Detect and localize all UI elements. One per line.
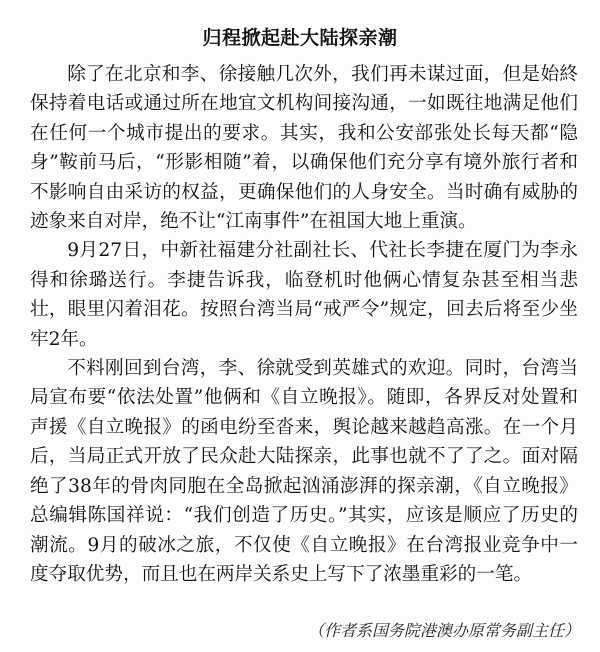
- paragraph-2: 9月27日，中新社福建分社副社长、代社长李捷在厦门为李永得和徐璐送行。李捷告诉我，临登机时他俩心情复杂甚至相当悲壮，眼里闪着泪花。按照台湾当局“戒严令”规定，回去后将至少坐牢2年。: [30, 240, 578, 350]
- author-byline: （作者系国务院港澳办原常务副主任）: [307, 621, 580, 640]
- article-body: [30, 60, 578, 589]
- paragraph-3: 不料刚回到台湾，李、徐就受到英雄式的欢迎。同时，台湾当局宣布要“依法处置”他俩和《自立晚报》。随即，各界反对处置和声援《自立晚报》的函电纷至沓来，舆论越来越趋高涨。在一个月后，当局正式开放了民众赴大陆探亲，此事也就不了了之。面对隔绝了38年的骨肉同胞在全岛掀起汹涌澎湃的探亲潮，《自立晚报》总编辑陈国祥说：“我们创造了历史。”其实，应该是顺应了历史的潮流。9月的破冰之旅，不仅使《自立晚报》在台湾报业竞争中一度夺取优势，而且也在两岸关系史上写下了浓墨重彩的一笔。: [30, 358, 578, 585]
- paragraph-1: 除了在北京和李、徐接触几次外，我们再未谋过面，但是始終保持着电话或通过所在地宜文机构间接沟通，一如既往地满足他们在任何一个城市提出的要求。其实，我和公安部张处长每天都“隐身”鞍前马后，“形影相随”着，以确保他们充分享有境外旅行者和不影响自由采访的权益，更确保他们的人身安全。当时确有威胁的迹象来自对岸，绝不让“江南事件”在祖国大地上重演。: [30, 64, 578, 233]
- article-title: 归程掀起赴大陆探亲潮: [202, 27, 398, 49]
